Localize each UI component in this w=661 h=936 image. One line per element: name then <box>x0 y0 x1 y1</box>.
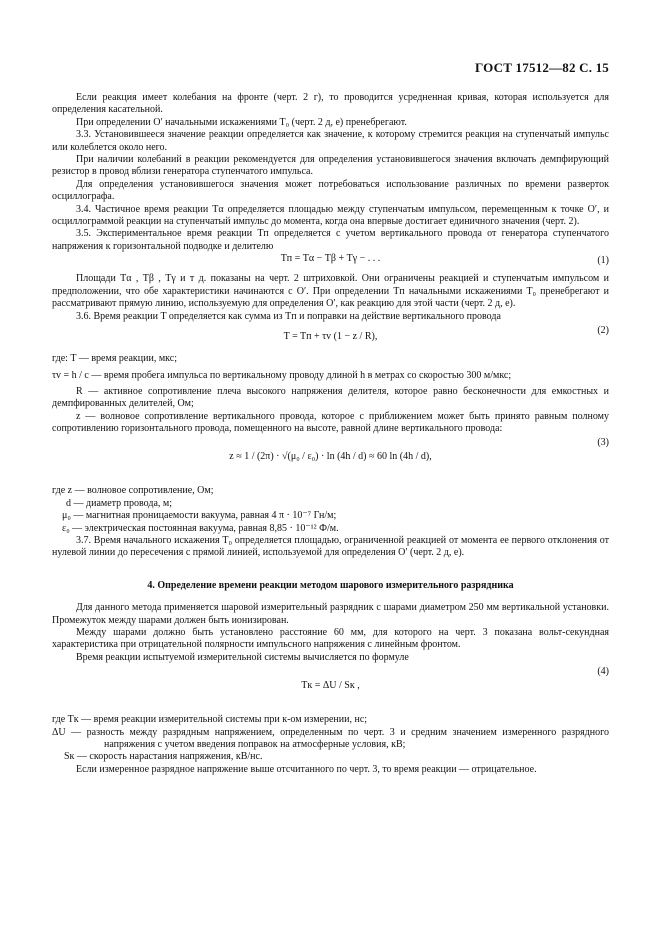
paragraph: 3.3. Установившееся значение реакции определяется как значение, к которому стремится реакция на ступенчатый импульс или колеблется около него. <box>52 129 609 153</box>
definition: R — активное сопротивление плеча высокого напряжения делителя, которое равно бесконечности для емкостных и демпфированных делителей, Ом; <box>52 385 609 410</box>
definition: d — диаметр провода, м; <box>66 497 172 509</box>
definition: τv = h / c — время пробега импульса по вертикальному проводу длиной h в метрах со скоростью 300 м/мкс; <box>52 370 512 382</box>
paragraph: 3.6. Время реакции T определяется как сумма из Tп и поправки на действие вертикального провода <box>76 310 501 322</box>
definition: где: T — время реакции, мкс; <box>52 352 177 364</box>
section-title: 4. Определение времени реакции методом шарового измерительного разрядника <box>147 579 514 591</box>
formula-2-expression: T = Tп + τv (1 − z / R), <box>283 330 378 342</box>
definition: Sк — скорость нарастания напряжения, кВ/нс. <box>64 751 263 763</box>
paragraph: Если измеренное разрядное напряжение выше отсчитанного по черт. 3, то время реакции — отрицательное. <box>76 763 537 775</box>
paragraph: Площади Tα , Tβ , Tγ и т д. показаны на черт. 2 штриховкой. Они ограничены реакцией и ступенчатым импульсом и предположении, что обе характеристики начинаются с O′. При определении Tп начальными искажениями T₀ пренебрегают и рассматривают прямую линию, используемую для определения O′, как реакцию для этой части (черт. 2 д, е). <box>52 273 609 310</box>
page-header: ГОСТ 17512—82 С. 15 <box>475 60 609 75</box>
definition: ΔU — разность между разрядным напряжением, определенным по черт. 3 и средним значением измеренного разрядного напряжения с учетом введения поправок на атмосферные условия, кВ; <box>52 726 609 751</box>
paragraph: Для данного метода применяется шаровой измерительный разрядник с шарами диаметром 250 мм вертикальной установки. Промежуток между шарами должен быть ионизирован. <box>52 602 609 626</box>
paragraph: Между шарами должно быть установлено расстояние 60 мм, для которого на черт. 3 показана вольт-секундная характеристика при отрицательной полярности импульсного напряжения с линейным фронтом. <box>52 627 609 651</box>
formula-2-number: (2) <box>597 324 609 336</box>
formula-4-expression: Tк = ΔU / Sк , <box>301 680 360 692</box>
paragraph: Время реакции испытуемой измерительной системы вычисляется по формуле <box>76 651 409 663</box>
formula-3-number: (3) <box>597 437 609 449</box>
paragraph: При наличии колебаний в реакции рекомендуется для определения установившегося значения включать демпфирующий резистор в провод вблизи генератора ступенчатого импульса. <box>52 154 609 178</box>
formula-4 <box>52 664 609 714</box>
formula-2 <box>52 323 609 353</box>
formula-1-expression: Tп = Tα − Tβ + Tγ − . . . <box>280 253 381 265</box>
formula-3 <box>52 435 609 485</box>
formula-1-number: (1) <box>597 255 609 267</box>
definition: где z — волновое сопротивление, Ом; <box>52 485 214 497</box>
definitions-3 <box>52 714 609 764</box>
formula-3-expression: z ≈ 1 / (2π) · √(μ₀ / ε₀) · ln (4h / d) ≈ 60 ln (4h / d), <box>229 451 432 463</box>
definition: μ₀ — магнитная проницаемости вакуума, равная 4 π · 10⁻⁷ Гн/м; <box>62 510 337 522</box>
definition: ε₀ — электрическая постоянная вакуума, равная 8,85 · 10⁻¹² Ф/м. <box>62 522 339 534</box>
paragraph: Если реакция имеет колебания на фронте (черт. 2 г), то проводится усредненная кривая, которая используется для определения касательной. <box>52 92 609 116</box>
definitions-2 <box>52 485 609 535</box>
formula-1 <box>52 253 609 273</box>
paragraph: 3.4. Частичное время реакции Tα определяется площадью между ступенчатым импульсом, перемещенным к точке O′, и осциллограммой реакции на ступенчатый импульс до момента, когда она впервые достигает единичного значения (черт. 2). <box>52 203 609 228</box>
formula-4-number: (4) <box>597 666 609 678</box>
paragraph: При определении O′ начальными искажениями T₀ (черт. 2 д, е) пренебрегают. <box>76 116 407 128</box>
paragraph: Для определения установившегося значения может потребоваться использование различных по времени разверток осциллографа. <box>52 178 609 203</box>
page-body <box>52 92 609 776</box>
definition: где Tк — время реакции измерительной системы при к-ом измерении, нс; <box>52 714 368 726</box>
paragraph: 3.5. Экспериментальное время реакции Tп определяется с учетом вертикального провода от генератора ступенчатого напряжения к горизонтальной подводке и делителю <box>52 228 609 252</box>
definition: z — волновое сопротивление вертикального провода, которое с приближением может быть принято равным полному сопротивлению горизонтального провода, помещенного на высоте, равной длине вертикального провода: <box>52 410 609 434</box>
paragraph: 3.7. Время начального искажения T₀ определяется площадью, ограниченной реакцией от момента ее первого отклонения от нулевой линии до пересечения с прямой линией, используемой для определения O′ (черт. 2 д, е). <box>52 534 609 559</box>
definitions-1 <box>52 353 609 435</box>
